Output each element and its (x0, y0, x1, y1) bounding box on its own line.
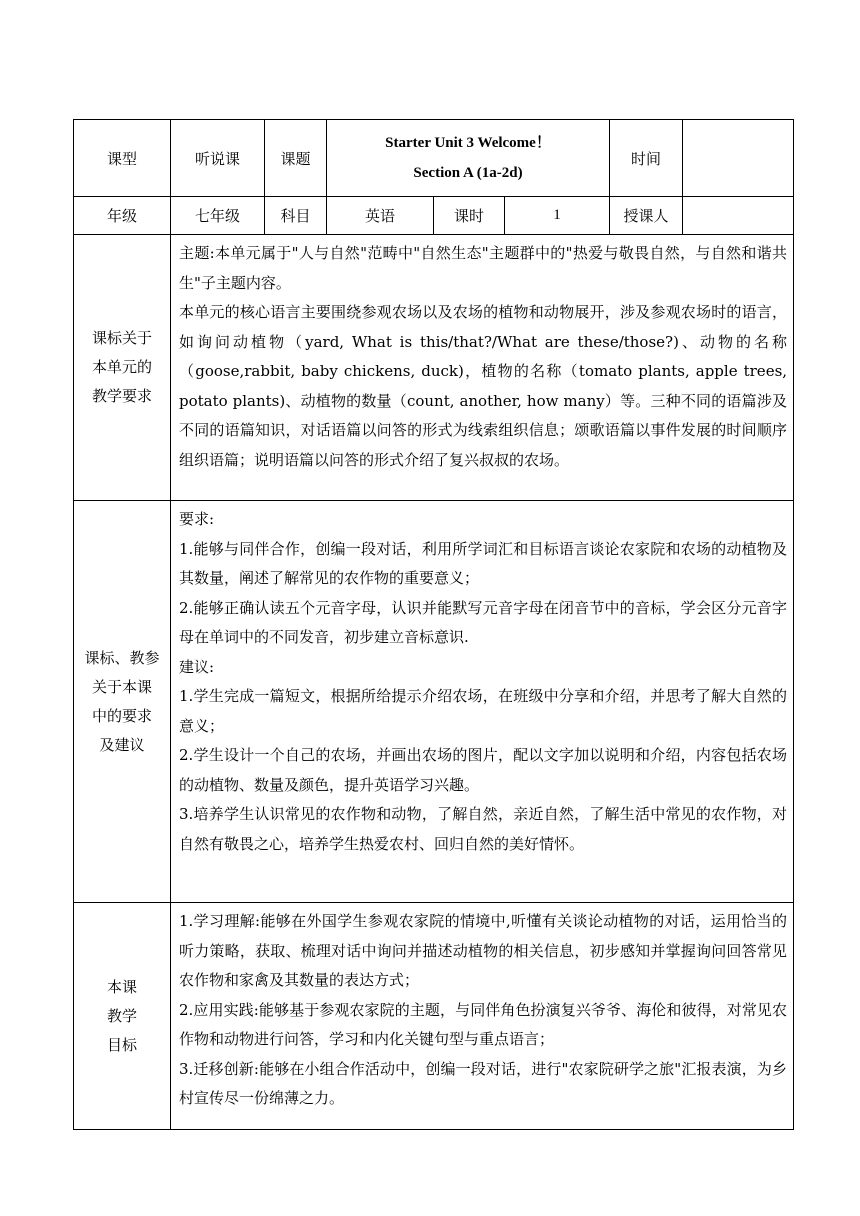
period-value: 1 (505, 197, 610, 235)
subject-label: 科目 (265, 197, 327, 235)
label-line: 及建议 (99, 735, 145, 754)
curriculum-unit-row (74, 235, 794, 501)
topic-label: 课题 (265, 120, 327, 197)
curriculum-unit-label (74, 235, 171, 501)
paragraph: 1.学习理解:能够在外国学生参观农家院的情境中,听懂有关谈论动植物的对话，运用恰当的听力策略，获取、梳理对话中询问并描述动植物的相关信息，初步感知并掌握询问回答常见农作物和家禽及其数量的表达方式； (179, 912, 788, 989)
time-label: 时间 (610, 120, 683, 197)
paragraph: 本单元的核心语言主要围绕参观农场以及农场的植物和动物展开，涉及参观农场时的语言，如询问动植物（yard, What is this/that?/What are these/those?)、动物的名称（goose,rabbit, baby chickens, duck)，植物的名称（tomato plants, apple trees, potato plants)、动植物的数量（count, another, how many）等。三种不同的语篇涉及不同的语篇知识，对话语篇以问答的形式为线索组织信息；颂歌语篇以事件发展的时间顺序组织语篇；说明语篇以问答的形式介绍了复兴叔叔的农场。 (179, 303, 788, 469)
label-line: 目标 (106, 1035, 137, 1054)
label-line: 中的要求 (91, 706, 152, 725)
teacher-value (683, 197, 794, 235)
header-row (74, 120, 794, 197)
curriculum-unit-content (171, 235, 794, 501)
time-value (683, 120, 794, 197)
label-line: 课标、教参 (84, 648, 160, 667)
paragraph: 2.应用实践:能够基于参观农家院的主题，与同伴角色扮演复兴爷爷、海伦和彼得，对常见农作物和动物进行问答，学习和内化关键句型与重点语言； (179, 1000, 788, 1048)
paragraph: 1.能够与同伴合作，创编一段对话，利用所学词汇和目标语言谈论农家院和农场的动植物及其数量，阐述了解常见的农作物的重要意义； (179, 539, 788, 587)
paragraph: 3.培养学生认识常见的农作物和动物，了解自然，亲近自然，了解生活中常见的农作物，对自然有敬畏之心，培养学生热爱农村、回归自然的美好情怀。 (179, 805, 788, 853)
topic-line-2: Section A (1a-2d) (413, 165, 523, 181)
type-value: 听说课 (171, 120, 265, 197)
objectives-label (74, 903, 171, 1130)
label-line: 教学要求 (91, 387, 152, 405)
requirements-label (74, 501, 171, 903)
teacher-label: 授课人 (610, 197, 683, 235)
objectives-content (171, 903, 794, 1130)
type-label: 课型 (74, 120, 171, 197)
period-label: 课时 (434, 197, 505, 235)
requirements-row (74, 501, 794, 903)
requirements-content (171, 501, 794, 903)
objectives-row (74, 903, 794, 1130)
info-row (74, 197, 794, 235)
paragraph: 3.迁移创新:能够在小组合作活动中，创编一段对话，进行"农家院研学之旅"汇报表演，为乡村宣传尽一份绵薄之力。 (179, 1059, 788, 1107)
label-line: 教学 (106, 1006, 137, 1025)
paragraph: 1.学生完成一篇短文，根据所给提示介绍农场，在班级中分享和介绍，并思考了解大自然的意义； (179, 687, 788, 735)
grade-label: 年级 (74, 197, 171, 235)
grade-value: 七年级 (171, 197, 265, 235)
paragraph: 2.能够正确认读五个元音字母，认识并能默写元音字母在闭音节中的音标，学会区分元音字母在单词中的不同发音，初步建立音标意识. (179, 598, 788, 646)
label-line: 课标关于 (91, 329, 152, 347)
topic-value (327, 120, 610, 197)
label-line: 关于本课 (91, 677, 152, 696)
label-line: 本单元的 (91, 358, 152, 376)
label-line: 本课 (106, 977, 137, 996)
subject-value: 英语 (327, 197, 434, 235)
paragraph: 2.学生设计一个自己的农场，并画出农场的图片，配以文字加以说明和介绍，内容包括农场的动植物、数量及颜色，提升英语学习兴趣。 (179, 746, 788, 794)
paragraph: 建议: (179, 657, 215, 676)
topic-line-1: Starter Unit 3 Welcome！ (385, 135, 551, 151)
paragraph: 主题:本单元属于"人与自然"范畴中"自然生态"主题群中的"热爱与敬畏自然，与自然和谐共生"子主题内容。 (179, 244, 788, 292)
paragraph: 要求: (179, 510, 215, 528)
lesson-plan-table (73, 119, 794, 1130)
